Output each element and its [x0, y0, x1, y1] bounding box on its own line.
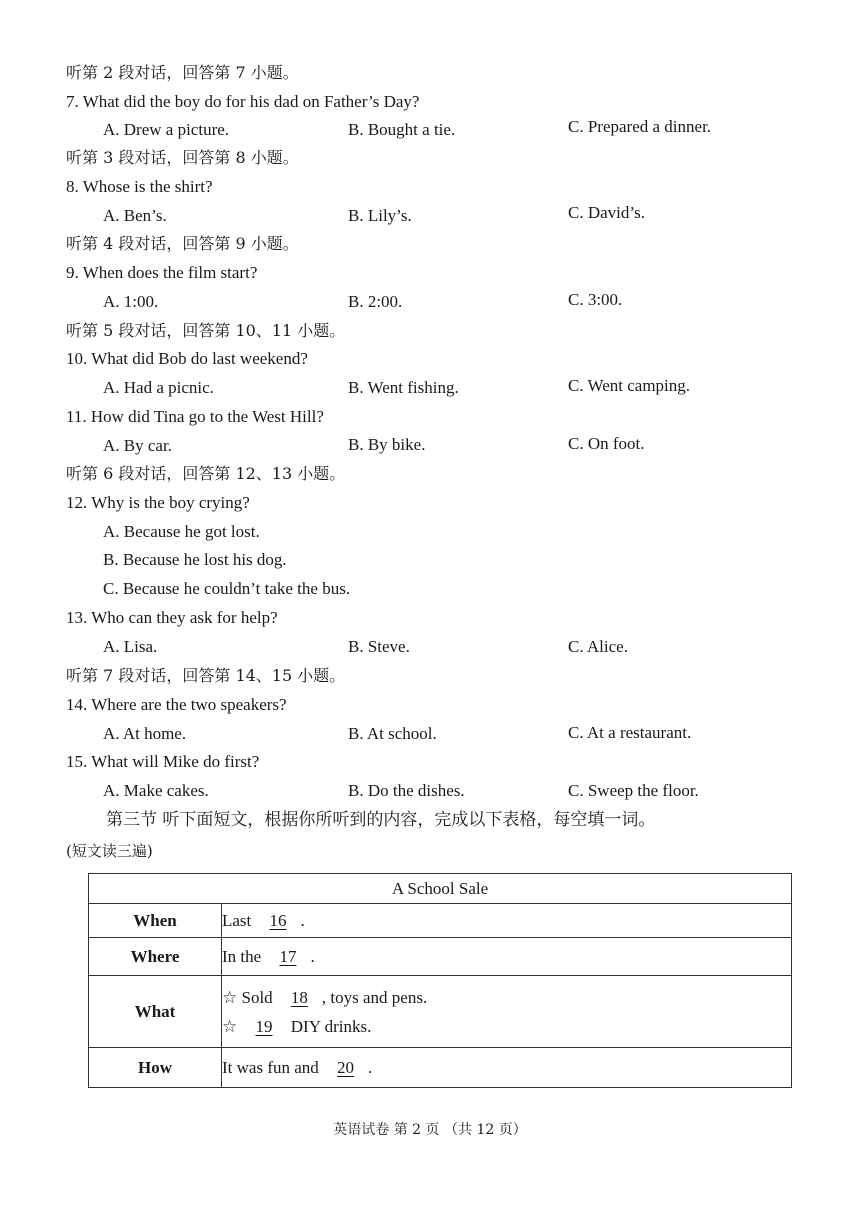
where-suffix: .	[310, 946, 315, 966]
question-15: 15. What will Mike do first?	[66, 752, 260, 771]
where-label: Where	[89, 938, 222, 976]
q7-option-c: C. Prepared a dinner.	[568, 117, 712, 136]
part3-heading: 第三节 听下面短文，根据你所听到的内容，完成以下表格，每空填一词。	[106, 810, 656, 830]
how-value	[222, 1048, 792, 1088]
blank-17: 17	[279, 946, 297, 966]
how-suffix: .	[368, 1057, 373, 1077]
q12-option-c: C. Because he couldn’t take the bus.	[103, 579, 351, 598]
what2-prefix: ☆	[222, 1016, 238, 1036]
q14-option-c: C. At a restaurant.	[568, 723, 692, 742]
when-suffix: .	[300, 910, 305, 930]
where-prefix: In the	[222, 946, 262, 966]
section-instruction-3: 听第 3 段对话，回答第 8 小题。	[66, 148, 299, 167]
blank-19: 19	[255, 1016, 273, 1036]
table-title-row	[89, 874, 792, 904]
q15-option-b: B. Do the dishes.	[348, 781, 465, 800]
q12-option-b: B. Because he lost his dog.	[103, 550, 287, 569]
table-row-what	[89, 976, 792, 1048]
q7-option-a: A. Drew a picture.	[103, 120, 230, 139]
question-13: 13. Who can they ask for help?	[66, 608, 278, 627]
q10-option-c: C. Went camping.	[568, 376, 691, 395]
section-instruction-5: 听第 5 段对话，回答第 10、11 小题。	[66, 321, 346, 340]
q11-option-c: C. On foot.	[568, 434, 645, 453]
q15-option-c: C. Sweep the floor.	[568, 781, 699, 800]
what-line-2	[222, 1012, 791, 1041]
what-label: What	[89, 976, 222, 1048]
q9-option-b: B. 2:00.	[348, 292, 403, 311]
when-value	[222, 904, 792, 938]
q10-option-b: B. Went fishing.	[348, 378, 459, 397]
question-10: 10. What did Bob do last weekend?	[66, 349, 308, 368]
q14-option-a: A. At home.	[103, 724, 187, 743]
q13-option-a: A. Lisa.	[103, 637, 158, 656]
q9-option-a: A. 1:00.	[103, 292, 159, 311]
what2-suffix: DIY drinks.	[290, 1016, 372, 1036]
q8-option-c: C. David’s.	[568, 203, 645, 222]
blank-20: 20	[337, 1057, 355, 1077]
blank-16: 16	[269, 910, 287, 930]
how-label: How	[89, 1048, 222, 1088]
q13-option-c: C. Alice.	[568, 637, 628, 656]
table-row-where	[89, 938, 792, 976]
what-line-1	[222, 983, 791, 1012]
part3-note: (短文读三遍)	[66, 842, 153, 860]
what1-prefix: ☆ Sold	[222, 987, 273, 1007]
table-row-how	[89, 1048, 792, 1088]
page-footer: 英语试卷 第 2 页 （共 12 页）	[333, 1122, 527, 1138]
section-instruction-2: 听第 2 段对话，回答第 7 小题。	[66, 63, 299, 82]
q8-option-b: B. Lily’s.	[348, 206, 412, 225]
q9-option-c: C. 3:00.	[568, 290, 623, 309]
q11-option-a: A. By car.	[103, 436, 172, 455]
what-value	[222, 976, 792, 1048]
q15-option-a: A. Make cakes.	[103, 781, 209, 800]
q13-option-b: B. Steve.	[348, 637, 410, 656]
q12-option-a: A. Because he got lost.	[103, 522, 260, 541]
question-12: 12. Why is the boy crying?	[66, 493, 250, 512]
when-label: When	[89, 904, 222, 938]
question-7: 7. What did the boy do for his dad on Father’s Day?	[66, 92, 420, 111]
question-14: 14. Where are the two speakers?	[66, 695, 287, 714]
q14-option-b: B. At school.	[348, 724, 437, 743]
section-instruction-6: 听第 6 段对话，回答第 12、13 小题。	[66, 464, 346, 483]
what1-suffix: , toys and pens.	[321, 987, 428, 1007]
question-8: 8. Whose is the shirt?	[66, 177, 213, 196]
table-title: A School Sale	[89, 874, 792, 904]
section-instruction-7: 听第 7 段对话，回答第 14、15 小题。	[66, 666, 346, 685]
q8-option-a: A. Ben’s.	[103, 206, 167, 225]
q7-option-b: B. Bought a tie.	[348, 120, 456, 139]
where-value	[222, 938, 792, 976]
question-11: 11. How did Tina go to the West Hill?	[66, 407, 324, 426]
school-sale-table	[88, 873, 792, 1088]
section-instruction-4: 听第 4 段对话，回答第 9 小题。	[66, 234, 299, 253]
question-9: 9. When does the film start?	[66, 263, 258, 282]
when-prefix: Last	[222, 910, 252, 930]
how-prefix: It was fun and	[222, 1057, 319, 1077]
q11-option-b: B. By bike.	[348, 435, 426, 454]
blank-18: 18	[290, 987, 308, 1007]
table-row-when	[89, 904, 792, 938]
q10-option-a: A. Had a picnic.	[103, 378, 214, 397]
